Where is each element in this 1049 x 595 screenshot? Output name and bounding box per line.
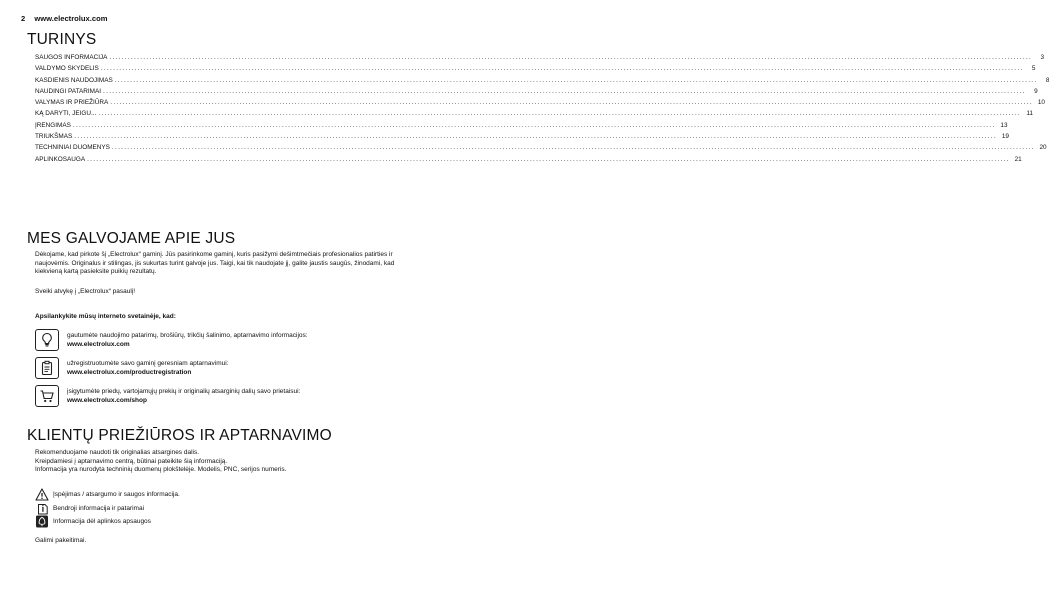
toc-item-label: APLINKOSAUGA	[35, 155, 86, 163]
intro-paragraph: Dėkojame, kad pirkote šį „Electrolux“ gaminį. Jūs pasirinkome gaminį, kuris pasižymi dešimtmečiais profesionalios patirties ir naujovėmis. Originalus ir stilingas, jis sukurtas turint galvoje jus. Taigi, kai tik naudojate jį, galite jaustis saugūs, žinodami, kad kiekvieną kartą pasieksite puikių rezultatų.	[35, 251, 395, 276]
visit-text: įsigytumėte priedų, vartojamųjų prekių ir originalių atsarginių dalių savo prietaisui:	[67, 388, 301, 395]
toc-item-page: 21	[1014, 155, 1022, 163]
greeting-text: Sveiki atvykę į „Electrolux“ pasaulį!	[35, 288, 136, 295]
site-url[interactable]: www.electrolux.com	[34, 14, 108, 23]
page-number: 2	[21, 14, 26, 23]
changes-note: Galimi pakeitimai.	[35, 537, 87, 544]
toc-item-page: 20	[1039, 144, 1047, 152]
service-line: Kreipdamiesi į aptarnavimo centrą, būtinai pateikite šią informaciją.	[35, 457, 228, 465]
toc-item-page: 10	[1037, 99, 1045, 107]
toc-item[interactable]	[35, 144, 1047, 155]
toc-item[interactable]	[35, 121, 1008, 133]
clipboard-icon	[35, 357, 59, 379]
toc-leader-dots: ............................................................................................................................................................................................................................................................................................................	[72, 121, 996, 129]
toc-item[interactable]	[35, 155, 1022, 167]
toc-item-label: NAUDINGI PATARIMAI	[35, 87, 102, 95]
toc-item[interactable]	[35, 54, 1045, 65]
toc-item-label: TRIUKŠMAS	[35, 133, 73, 141]
legend-text: Bendroji informacija ir patarimai	[53, 505, 145, 512]
page-header	[21, 14, 108, 23]
toc-item-label: KASDIENIS NAUDOJIMAS	[35, 76, 113, 84]
toc-item-label: VALDYMO SKYDELIS	[35, 65, 99, 73]
toc-item-page: 13	[1000, 121, 1008, 129]
toc-item-page: 8	[1045, 76, 1049, 84]
table-of-contents	[35, 54, 1049, 167]
toc-leader-dots: ............................................................................................................................................................................................................................................................................................................	[87, 155, 1010, 163]
shopping-icon	[35, 385, 59, 407]
toc-item[interactable]	[35, 133, 1009, 144]
toc-item-page: 19	[1001, 133, 1009, 141]
visit-item-shop	[35, 385, 395, 411]
toc-leader-dots: ............................................................................................................................................................................................................................................................................................................	[100, 65, 1024, 73]
service-line: Rekomenduojame naudoti tik originalias atsargines dalis.	[35, 449, 200, 456]
legend-warning	[35, 488, 395, 502]
toc-item-page: 5	[1031, 65, 1036, 73]
toc-leader-dots: ............................................................................................................................................................................................................................................................................................................	[98, 110, 1021, 118]
toc-leader-dots: ............................................................................................................................................................................................................................................................................................................	[103, 87, 1026, 95]
toc-item-label: KĄ DARYTI, JEIGU...	[35, 110, 97, 118]
toc-leader-dots: ............................................................................................................................................................................................................................................................................................................	[109, 54, 1033, 61]
service-text	[35, 449, 395, 475]
toc-item-page: 3	[1040, 54, 1045, 61]
toc-item[interactable]	[35, 99, 1045, 110]
legend-environment	[35, 515, 395, 529]
visit-url-link[interactable]: www.electrolux.com	[67, 341, 130, 348]
legend-text: Įspėjimas / atsargumo ir saugos informacija.	[53, 491, 180, 498]
toc-item[interactable]	[35, 110, 1033, 121]
info-icon	[35, 502, 49, 515]
environment-icon	[35, 515, 49, 528]
toc-leader-dots: ............................................................................................................................................................................................................................................................................................................	[110, 99, 1033, 107]
legend-text: Informacija dėl aplinkos apsaugos	[53, 518, 151, 525]
visit-item-tips	[35, 329, 395, 355]
visit-text: užregistruotumėte savo gaminį geresniam aptarnavimui:	[67, 360, 229, 367]
toc-item-label: ĮRENGIMAS	[35, 121, 71, 129]
toc-item[interactable]	[35, 76, 1049, 88]
visit-url-link[interactable]: www.electrolux.com/productregistration	[67, 369, 192, 376]
toc-item-label: VALYMAS IR PRIEŽIŪRA	[35, 99, 109, 107]
about-title: MES GALVOJAME APIE JUS	[27, 230, 236, 247]
toc-leader-dots: ............................................................................................................................................................................................................................................................................................................	[111, 144, 1035, 152]
legend-info	[35, 502, 395, 516]
visit-item-registration	[35, 357, 395, 383]
toc-item[interactable]	[35, 87, 1038, 99]
visit-text: gautumėte naudojimo patarimų, brošiūrų, trikčių šalinimo, aptarnavimo informacijos:	[67, 332, 308, 339]
visit-url-link[interactable]: www.electrolux.com/shop	[67, 397, 147, 404]
toc-item[interactable]	[35, 65, 1036, 76]
warning-icon	[35, 488, 49, 501]
toc-leader-dots: ............................................................................................................................................................................................................................................................................................................	[114, 76, 1038, 84]
visit-heading: Apsilankykite mūsų interneto svetainėje, kad:	[35, 313, 176, 320]
toc-item-page: 9	[1034, 87, 1038, 95]
toc-leader-dots: ............................................................................................................................................................................................................................................................................................................	[74, 133, 997, 141]
toc-item-label: TECHNINIAI DUOMENYS	[35, 144, 110, 152]
service-title: KLIENTŲ PRIEŽIŪROS IR APTARNAVIMO	[27, 427, 332, 444]
toc-title: TURINYS	[27, 31, 97, 48]
toc-item-label: SAUGOS INFORMACIJA	[35, 54, 108, 61]
lightbulb-icon	[35, 329, 59, 351]
toc-item-page: 11	[1026, 110, 1033, 118]
service-line: Informacija yra nurodyta techninių duomenų plokštelėje. Modelis, PNC, serijos numeris.	[35, 466, 287, 474]
